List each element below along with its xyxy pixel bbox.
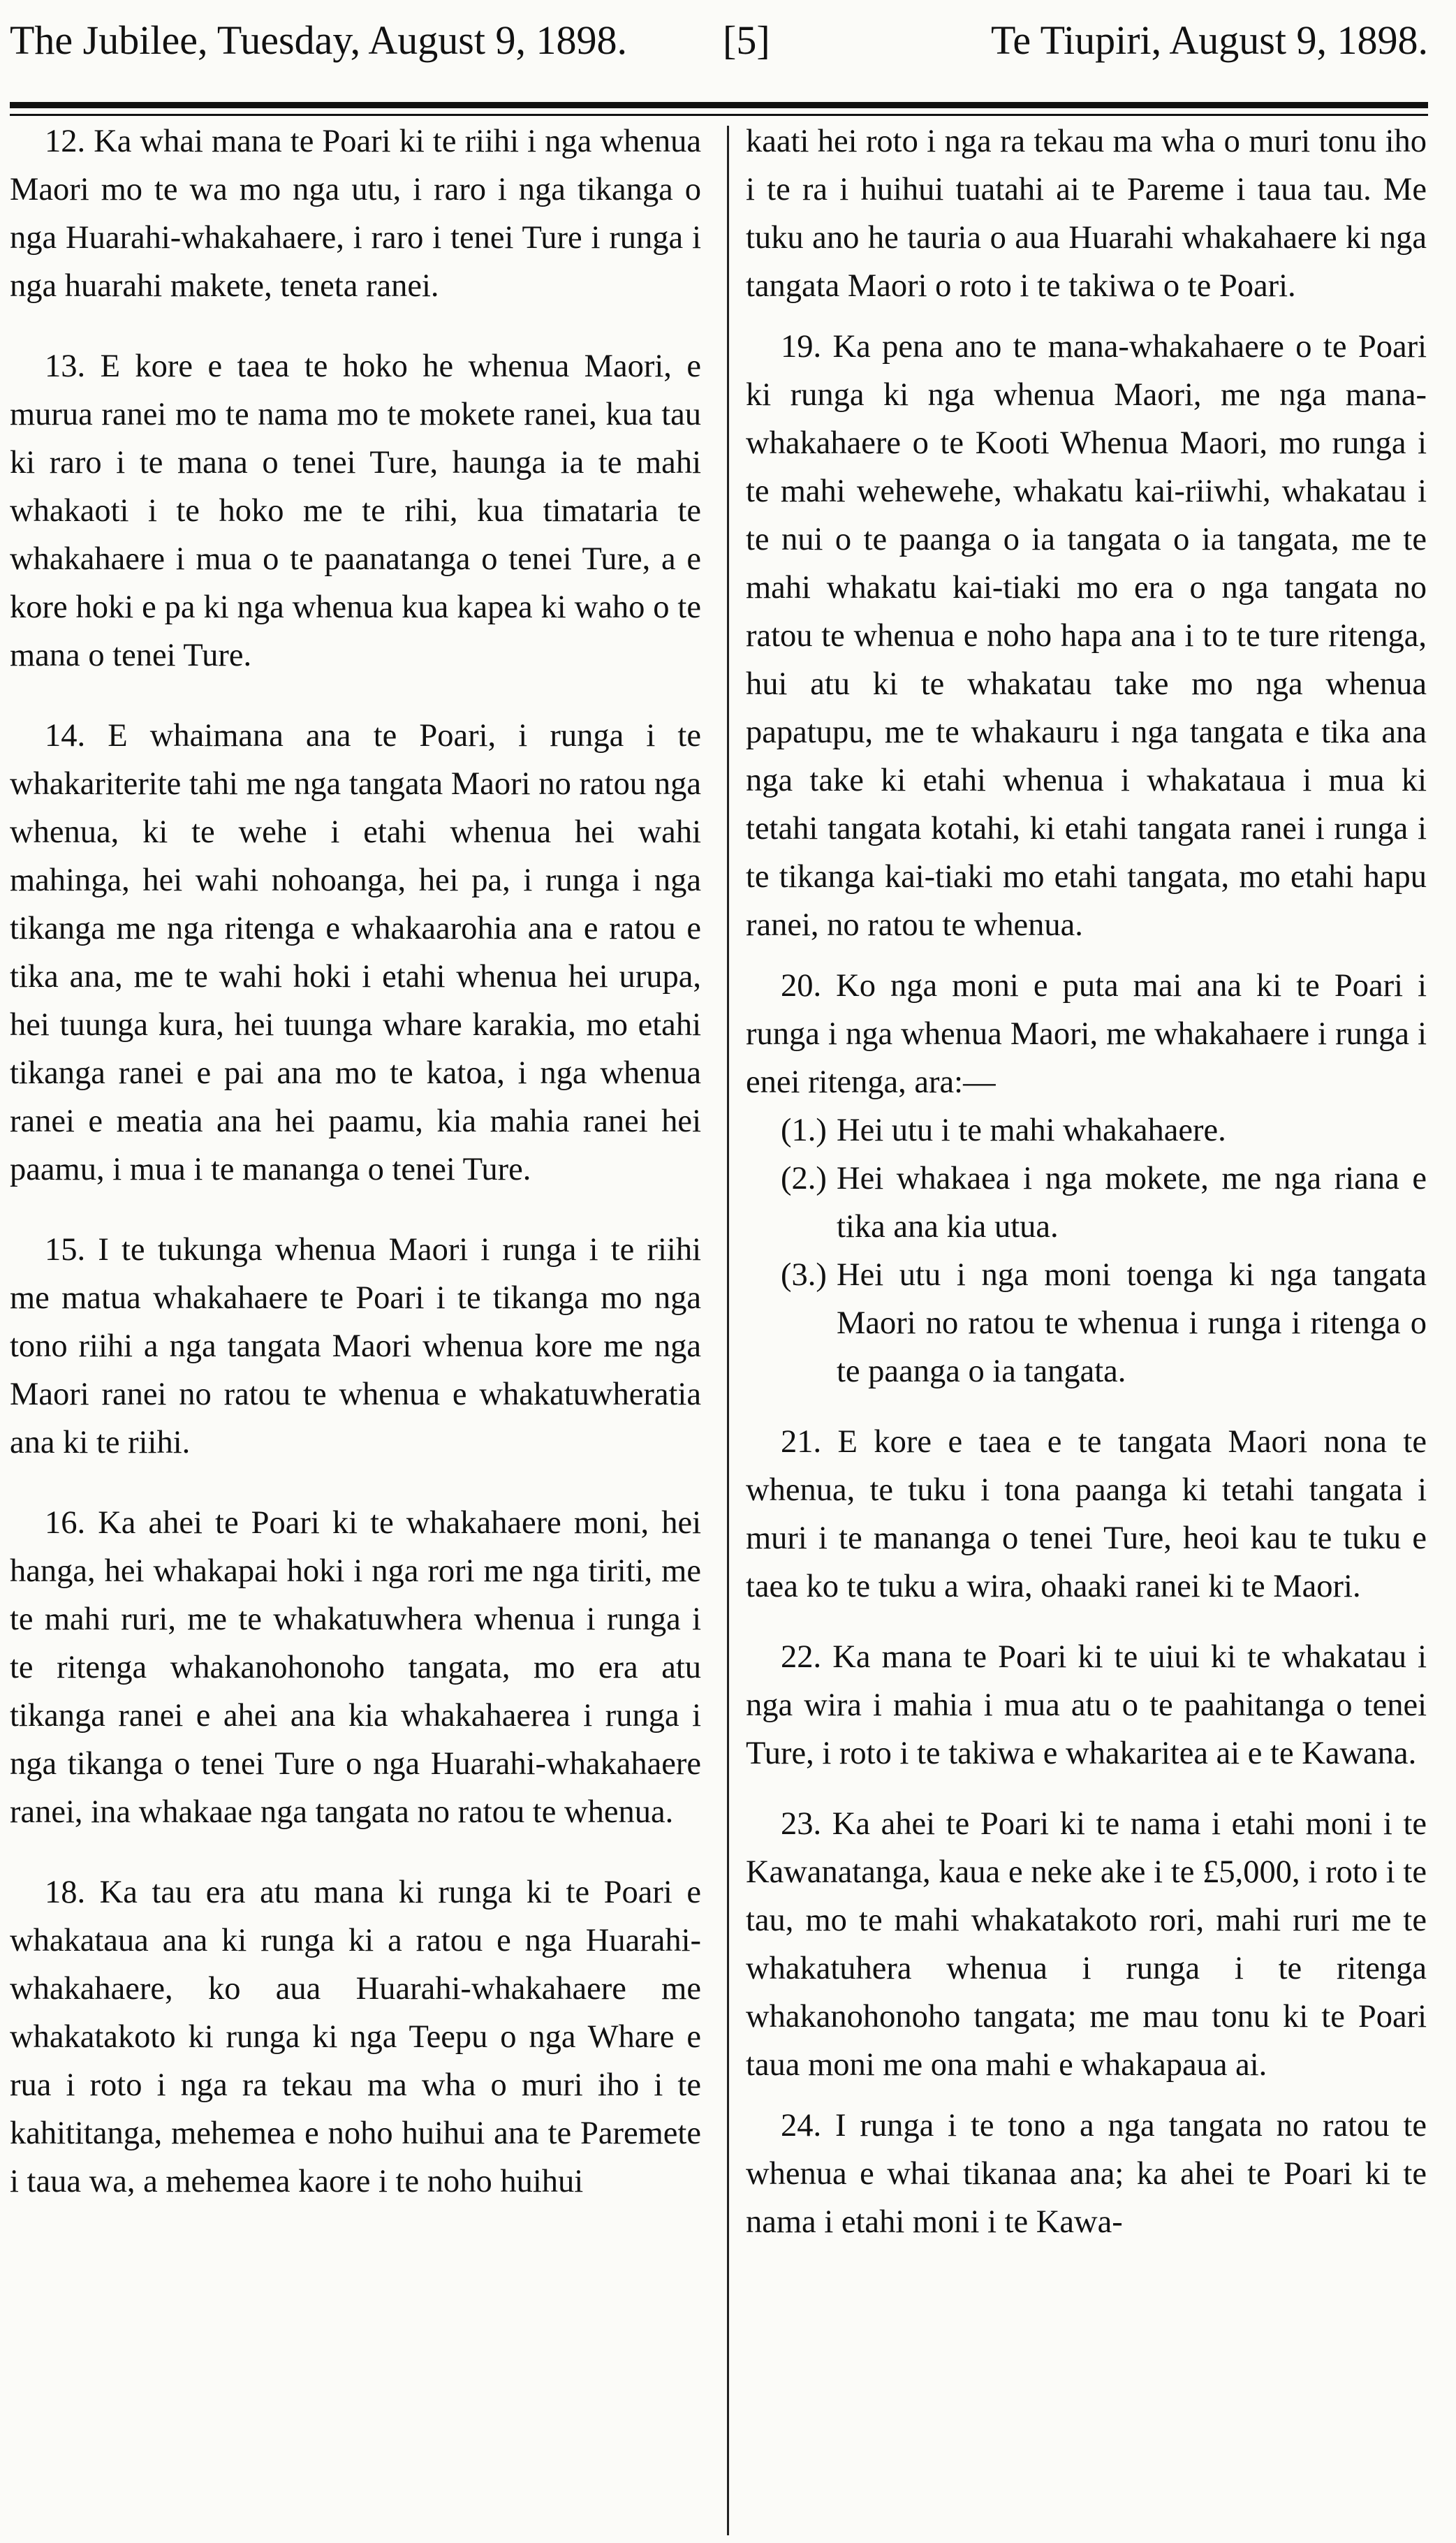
page-number: [5]: [723, 17, 770, 63]
section-19: 19. Ka pena ano te mana-whakahaere o te Poari ki runga ki nga whenua Maori, me nga mana-whakahaere o te Kooti Whenua Maori, mo runga i te mahi wehewehe, whakatu kai-riiwhi, whakatau i te nui o te paanga o ia tangata o ia tangata, me te mahi whakatu kai-tiaki mo era o nga tangata no ratou te whenua e noho hapa ana i to te ture ritenga, hui atu ki te whakatau take mo nga whenua papatupu, me te whakauru i nga tangata e tika ana nga take ki etahi whenua i whakataua i mua ki tetahi tangata kotahi, ki etahi tangata ranei i runga i te tikanga kai-tiaki mo etahi tangata, mo etahi hapu ranei, no ratou te whenua.: [746, 329, 1427, 943]
section-22: 22. Ka mana te Poari ki te uiui ki te whakatau i nga wira i mahia i mua atu o te paahitanga o tenei Ture, i roto i te takiwa e whakaritea ai e te Kawana.: [746, 1639, 1427, 1771]
section-13: 13. E kore e taea te hoko he whenua Maori, e murua ranei mo te nama mo te mokete ranei, kua tau ki raro i te mana o tenei Ture, haunga ia te mahi whakaoti i te hoko me te rihi, kua timataria te whakahaere i mua o te paanatanga o tenei Ture, a e kore hoki e pa ki nga whenua kua kapea ki waho o te mana o tenei Ture.: [10, 349, 701, 673]
list-item-text: Hei utu i te mahi whakahaere.: [837, 1113, 1226, 1148]
column-divider: [727, 126, 729, 2535]
section-21: 21. E kore e taea e te tangata Maori nona te whenua, te tuku i tona paanga ki tetahi tangata i muri i te mananga o tenei Ture, heoi kau te tuku e taea ko te tuku a wira, ohaaki ranei ki te Maori.: [746, 1424, 1427, 1604]
section-18-continuation: kaati hei roto i nga ra tekau ma wha o muri tonu iho i te ra i huihui tuatahi ai te Pareme i taua tau. Me tuku ano he tauria o aua Huarahi whakahaere ki nga tangata Maori o roto i te takiwa o te Poari.: [746, 124, 1427, 304]
page-header: [0, 0, 1456, 91]
header-rule-thin: [10, 114, 1428, 116]
right-column: [746, 117, 1427, 2246]
header-maori-title: Te Tiupiri, August 9, 1898.: [991, 17, 1428, 63]
list-item-number: (2.): [781, 1161, 827, 1196]
section-14: 14. E whaimana ana te Poari, i runga i te whakariterite tahi me nga tangata Maori no ratou nga whenua, ki te wehe i etahi whenua hei wahi mahinga, hei wahi nohoanga, hei pa, i runga i nga tikanga me nga ritenga e whakaarohia ana e ratou e tika ana, me te wahi hoki i etahi whenua hei urupa, hei tuunga kura, hei tuunga whare karakia, mo etahi tikanga ranei e pai ana mo te katoa, i nga whenua ranei e meatia ana hei paamu, kia mahia ranei hei paamu, i mua i te mananga o tenei Ture.: [10, 718, 701, 1187]
section-12: 12. Ka whai mana te Poari ki te riihi i nga whenua Maori mo te wa mo nga utu, i raro i nga tikanga o nga Huarahi-whakahaere, i raro i tenei Ture i runga i nga huarahi makete, teneta ranei.: [10, 124, 701, 304]
section-23: 23. Ka ahei te Poari ki te nama i etahi moni i te Kawanatanga, kaua e neke ake i te £5,000, i roto i te tau, mo te mahi whakatakoto rori, mahi ruri me te whakatuhera whenua i runga i te ritenga whakanohonoho tangata; me mau tonu ki te Poari taua moni me ona mahi e whakapaua ai.: [746, 1806, 1427, 2083]
section-24: 24. I runga i te tono a nga tangata no ratou te whenua e whai tikanaa ana; ka ahei te Poari ki te nama i etahi moni i te Kawa-: [746, 2108, 1427, 2240]
list-item-number: (1.): [781, 1113, 827, 1148]
section-15: 15. I te tukunga whenua Maori i runga i te riihi me matua whakahaere te Poari i te tikanga mo nga tono riihi a nga tangata Maori whenua kore me nga Maori ranei no ratou te whenua e whakatuwheratia ana ki te riihi.: [10, 1232, 701, 1460]
list-item: [746, 1155, 1427, 1251]
section-20: 20. Ko nga moni e puta mai ana ki te Poari i runga i nga whenua Maori, me whakahaere i runga i enei ritenga, ara:—: [746, 968, 1427, 1100]
header-english-title: The Jubilee, Tuesday, August 9, 1898.: [10, 17, 627, 63]
list-item-number: (3.): [781, 1257, 827, 1293]
list-item-text: Hei utu i nga moni toenga ki nga tangata Maori no ratou te whenua i runga i ritenga o te paanga o ia tangata.: [837, 1257, 1427, 1389]
list-item: [746, 1251, 1427, 1395]
list-item: [746, 1106, 1427, 1155]
list-item-text: Hei whakaea i nga mokete, me nga riana e tika ana kia utua.: [837, 1161, 1427, 1245]
left-column: [10, 117, 701, 2206]
header-rule-thick: [10, 102, 1428, 108]
section-18: 18. Ka tau era atu mana ki runga ki te Poari e whakataua ana ki runga ki a ratou e nga Huarahi-whakahaere, ko aua Huarahi-whakahaere me whakatakoto ki runga ki nga Teepu o nga Whare e rua i roto i nga ra tekau ma wha o muri iho i te kahititanga, mehemea e noho huihui ana te Paremete i taua wa, a mehemea kaore i te noho huihui: [10, 1875, 701, 2199]
section-16: 16. Ka ahei te Poari ki te whakahaere moni, hei hanga, hei whakapai hoki i nga rori me nga tiriti, me te mahi ruri, me te whakatuwhera whenua i runga i te ritenga whakanohonoho tangata, mo era atu tikanga ranei e ahei ana kia whakahaerea i runga i nga tikanga o tenei Ture o nga Huarahi-whakahaere ranei, ina whakaae nga tangata no ratou te whenua.: [10, 1505, 701, 1830]
